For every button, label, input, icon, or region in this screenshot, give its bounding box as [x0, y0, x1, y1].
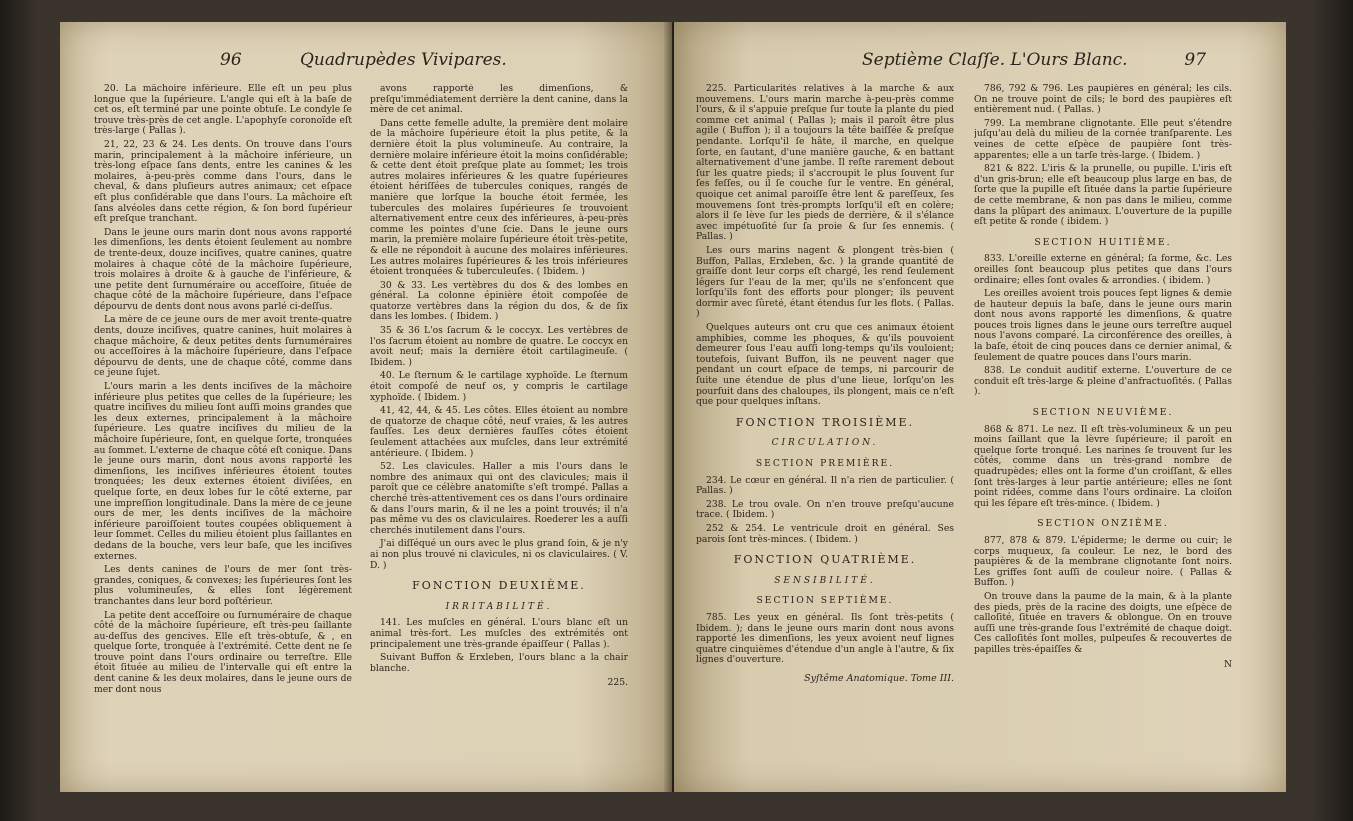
- signature-mark: N: [1223, 658, 1232, 670]
- paragraph: 234. Le cœur en général. Il n'a rien de particulier. ( Pallas. ): [696, 474, 954, 497]
- left-column-2: [370, 84, 628, 784]
- paragraph: 877, 878 & 879. L'épiderme; le derme ou cuir; le corps muqueux, ſa couleur. Le nez, le bord des paupières & de la membrane clignotante ſont noirs. Les griffes ſont auſſi de couleur noire. ( Pallas & Buffon. ): [974, 534, 1232, 589]
- section-label: SECTION ONZIÈME.: [1037, 518, 1169, 530]
- paragraph: 799. La membrane clignotante. Elle peut s'étendre juſqu'au delà du milieu de la cornée tranſparente. Les veines de cette eſpèce de paupière ſont très-apparentes; elle a un tarſe très-large. ( Ibidem. ): [974, 117, 1232, 161]
- section-label: SECTION SEPTIÈME.: [756, 595, 894, 607]
- left-page-number: 96: [220, 50, 242, 70]
- left-page: [60, 22, 672, 792]
- section-heading: FONCTION QUATRIÈME.: [733, 553, 917, 567]
- paragraph: avons rapporté les dimenſions, & preſqu'immédiatement derrière la dent canine, dans la mère de cet animal.: [370, 84, 628, 116]
- paragraph: La mère de ce jeune ours de mer avoit trente-quatre dents, douze inciſives, quatre canines, huit molaires à chaque mâchoire, & deux petites dents ſurnuméraires ou acceſſoires à la mâchoire ſupérieure, dans l'eſpace dépourvu de dents, une de chaque côté, comme dans ce jeune ſujet.: [94, 314, 352, 379]
- catchword: 225.: [607, 677, 628, 689]
- paragraph: Les ours marins nagent & plongent très-bien ( Buffon, Pallas, Erxleben, &c. ) la grande quantité de graiſſe dont leur corps eſt chargé, les rend ſeulement légers ſur l'eau de la mer, qu'ils ne s'enfoncent que lorſqu'ils font des efforts pour plonger; ils peuvent dormir avec ſûreté, étant étendus ſur les flots. ( Pallas. ): [696, 244, 954, 320]
- right-column-1: [696, 84, 954, 784]
- paragraph: Les oreilles avoient trois pouces ſept lignes & demie de hauteur depuis la baſe, dans le jeune ours marin dont nous avons rapporté les dimenſions, & quatre pouces trois lignes dans le jeune ours terreſtre auquel nous l'avons comparé. La circonférence des oreilles, à la baſe, étoit de cinq pouces dans ce dernier animal, & ſeulement de quatre pouces dans l'ours marin.: [974, 288, 1232, 363]
- paragraph: 30 & 33. Les vertèbres du dos & des lombes en général. La colonne épinière étoit compoſée de quatorze vertèbres dans la région du dos, & de ſix dans les lombes. ( Ibidem. ): [370, 279, 628, 323]
- left-column-1: [94, 84, 352, 784]
- paragraph: 252 & 254. Le ventricule droit en général. Ses parois ſont très-minces. ( Ibidem. ): [696, 522, 954, 545]
- paragraph: 41, 42, 44, & 45. Les côtes. Elles étoient au nombre de quatorze de chaque côté, neuf vraies, & les autres fauſſes. Les deux dernières fauſſes côtes étoient ſeulement attachées aux muſcles, dans leur extrémité antérieure. ( Ibidem. ): [370, 405, 628, 459]
- paragraph: 785. Les yeux en général. Ils ſont très-petits ( Ibidem. ); dans le jeune ours marin dont nous avons rapporté les dimenſions, les yeux avoient neuf lignes quatre cinquièmes d'étendue d'un angle à l'autre, & ſix lignes d'ouverture.: [696, 611, 954, 666]
- paragraph: Les dents canines de l'ours de mer ſont très-grandes, coniques, & convexes; les ſupérieures ſont les plus volumineuſes, & elles ſont légèrement tranchantes dans leur bord poſtérieur.: [94, 564, 352, 607]
- section-subheading: IRRITABILITÉ.: [445, 601, 553, 612]
- paragraph: 821 & 822. L'iris & la prunelle, ou pupille. L'iris eſt d'un gris-brun; elle eſt beaucoup plus large en bas, de ſorte que la pupille eſt ſituée dans la partie ſupérieure de cette membrane, & non pas dans le milieu, comme dans la plûpart des animaux. L'ouverture de la pupille eſt petite & ronde ( ibidem. ): [974, 163, 1232, 228]
- paragraph: 833. L'oreille externe en général; ſa forme, &c. Les oreilles ſont beaucoup plus petites que dans l'ours ordinaire; elles ſont ovales & arrondies. ( ibidem. ): [974, 253, 1232, 286]
- paragraph: J'ai diſſéqué un ours avec le plus grand ſoin, & je n'y ai non plus trouvé ni clavicules, ni os claviculaires. ( V. D. ): [370, 538, 628, 571]
- right-page: [674, 22, 1286, 792]
- paragraph: 225. Particularités relatives à la marche & aux mouvemens. L'ours marin marche à-peu-près comme l'ours, & il s'appuie preſque ſur toute la plante du pied comme cet animal ( Pallas ); mais il paroît être plus agile ( Buffon ); il a toujours la tête baiſſée & preſque pendante. Lorſqu'il ſe hâte, il marche, en quelque ſorte, en ſautant, d'une manière gauche, & en battant alternativement d'une jambe. Il reſte rarement debout ſur les quatre pieds; il s'accroupit le plus ſouvent ſur ſes feſſes, ou il ſe couche ſur le ventre. En général, quoique cet animal paroiſſe être lent & pareſſeux, ſes mouvemens ſont très-prompts lorſqu'il eſt en colère; alors il ſe lève ſur les pieds de derrière, & il s'élance avec impétuoſité ſur ſa proie & ſur ſes ennemis. ( Pallas. ): [696, 84, 954, 243]
- right-running-title: Septième Claſſe. L'Ours Blanc.: [862, 50, 1128, 70]
- section-label: SECTION NEUVIÈME.: [1032, 407, 1174, 419]
- section-subheading: CIRCULATION.: [771, 438, 879, 449]
- section-label: SECTION HUITIÈME.: [1034, 236, 1172, 248]
- paragraph: 238. Le trou ovale. On n'en trouve preſqu'aucune trace. ( Ibidem. ): [696, 498, 954, 521]
- paragraph: Quelques auteurs ont cru que ces animaux étoient amphibies, comme les phoques, & qu'ils pouvoient demeurer ſous l'eau auſſi long-temps qu'ils vouloient; toutefois, ſuivant Buffon, ils ne peuvent nager que pendant un court eſpace de temps, ni parcourir de ſuite une étendue de plus d'une lieue, lorſqu'on les pourſuit dans des chaloupes, ils plongent, mais ce n'eſt que pour quelques inſtans.: [696, 322, 954, 408]
- paragraph: 35 & 36 L'os ſacrum & le coccyx. Les vertèbres de l'os ſacrum étoient au nombre de quatre. Le coccyx en avoit neuf; mais la dernière étoit cartilagineuſe. ( Ibidem. ): [370, 325, 628, 368]
- paragraph: L'ours marin a les dents inciſives de la mâchoire inférieure plus petites que celles de la ſupérieure; les quatre inciſives du milieu ſont auſſi moins grandes que les deux externes, principalement à la mâchoire ſupérieure. Les quatre inciſives du milieu de la mâchoire ſupérieure, ſont, en quelque ſorte, tronquées au ſommet. L'externe de chaque côté eſt conique. Dans le jeune ours marin, dont nous avons rapporté les dimenſions, les inciſives inférieures étoient toutes tronquées; les deux externes étoient diviſées, en quelque ſorte, en deux lobes ſur le côté externe, par une impreſſion longitudinale. Dans la mère de ce jeune ours de mer, les dents inciſives de la mâchoire inférieure paroiſſoient toutes coupées obliquement à leur ſommet. Celles du milieu étoient plus ſaillantes en dedans de la bouche, vers leur baſe, que les inciſives externes.: [94, 381, 352, 562]
- paragraph: 868 & 871. Le nez. Il eſt très-volumineux & un peu moins ſaillant que la lèvre ſupérieure; il paroît en quelque ſorte tronqué. Les narines ſe trouvent ſur les côtés, comme dans un très-grand nombre de quadrupèdes; elles ont la forme d'un croiſſant, & elles ſont très-larges à leur partie antérieure; elles ne ſont point ridées, comme dans l'ours ordinaire. La cloiſon qui les ſépare eſt très-mince. ( Ibidem. ): [974, 423, 1232, 509]
- paragraph: 786, 792 & 796. Les paupières en général; les cils. On ne trouve point de cils; le bord des paupières eſt entièrement nud. ( Pallas. ): [974, 84, 1232, 116]
- paragraph: 52. Les clavicules. Haller a mis l'ours dans le nombre des animaux qui ont des clavicules; mais il paroît que ce célèbre anatomiſte s'eſt trompé. Pallas a cherché très-attentivement ces os dans l'ours ordinaire & dans l'ours marin, & il ne les a point trouvés; il n'a pas même vu des os claviculaires. Roederer les a auſſi cherchés inutilement dans l'ours.: [370, 461, 628, 536]
- left-running-title: Quadrupèdes Vivipares.: [300, 50, 507, 70]
- right-page-number: 97: [1184, 50, 1206, 70]
- page-footer: Syſtême Anatomique. Tome III.: [804, 672, 954, 684]
- paragraph: On trouve dans la paume de la main, & à la plante des pieds, près de la racine des doigts, une eſpèce de calloſité, ſituée en travers & oblongue. On en trouve auſſi une très-grande ſous l'extrémité de chaque doigt. Ces calloſités ſont molles, pulpeuſes & recouvertes de papilles très-épaiſſes &: [974, 590, 1232, 655]
- right-column-2: [974, 84, 1232, 784]
- section-heading: FONCTION DEUXIÈME.: [412, 579, 586, 593]
- paragraph: 141. Les muſcles en général. L'ours blanc eſt un animal très-fort. Les muſcles des extrémités ont principalement une très-grande épaiſſeur ( Pallas ).: [370, 617, 628, 650]
- paragraph: 838. Le conduit auditif externe. L'ouverture de ce conduit eſt très-large & pleine d'anfractuoſités. ( Pallas ).: [974, 365, 1232, 398]
- paragraph: 21, 22, 23 & 24. Les dents. On trouve dans l'ours marin, principalement à la mâchoire inférieure, un très-long eſpace ſans dents, entre les canines & les molaires, à-peu-près comme dans l'ours, dans le cheval, & dans pluſieurs autres animaux; cet eſpace eſt plus conſidérable que dans l'ours. La mâchoire eſt ſans alvéoles dans cette région, & ſon bord ſupérieur eſt preſque tranchant.: [94, 138, 352, 225]
- paragraph: Suivant Buffon & Erxleben, l'ours blanc a la chair blanche.: [370, 652, 628, 674]
- paragraph: La petite dent acceſſoire ou ſurnuméraire de chaque côté de la mâchoire ſupérieure, eſt très-peu ſaillante au-deſſus des gencives. Elle eſt très-obtuſe, & , en quelque ſorte, tronquée à l'extrémité. Cette dent ne ſe trouve point dans l'ours ordinaire ou terreſtre. Elle étoit ſituée au milieu de l'intervalle qui eſt entre la dent canine & les deux molaires, dans le jeune ours de mer dont nous: [94, 609, 352, 695]
- section-subheading: SENSIBILITÉ.: [774, 575, 876, 586]
- paragraph: Dans le jeune ours marin dont nous avons rapporté les dimenſions, les dents étoient ſeulement au nombre de trente-deux, douze inciſives, quatre canines, quatre molaires à chaque côté de la mâchoire ſupérieure, trois molaires à droite & à gauche de l'inférieure, & une petite dent ſurnuméraire ou acceſſoire, ſituée de chaque côté de la mâchoire ſupérieure, dans l'eſpace dépourvu de dents dont nous avons parlé ci-deſſus.: [94, 226, 352, 312]
- right-header: [692, 50, 1206, 74]
- section-label: SECTION PREMIÈRE.: [755, 458, 895, 469]
- paragraph: 40. Le ſternum & le cartilage xyphoïde. Le ſternum étoit compoſé de neuf os, y compris le cartilage xyphoïde. ( Ibidem. ): [370, 370, 628, 403]
- section-heading: FONCTION TROISIÈME.: [735, 415, 915, 429]
- paragraph: Dans cette femelle adulte, la première dent molaire de la mâchoire ſupérieure étoit la plus petite, & la dernière étoit la plus volumineuſe. Au contraire, la dernière molaire inférieure étoit la moins conſidérable; & cette dent étoit preſque plate au ſommet; les trois autres molaires inférieures & les quatre ſupérieures étoient hériſſées de tubercules coniques, rangés de manière que lorſque la bouche étoit fermée, les tubercules des molaires ſupérieures ſe trouvoient alternativement entre ceux des inférieures, à-peu-près comme les pointes d'une ſcie. Dans le jeune ours marin, la première molaire ſupérieure étoit très-petite, & elle ne répondoit à aucune des molaires inférieures. Les autres molaires ſupérieures & les trois inférieures étoient tronquées & tuberculeuſes. ( Ibidem. ): [370, 117, 628, 278]
- paragraph: 20. La mâchoire inférieure. Elle eſt un peu plus longue que la ſupérieure. L'angle qui eſt à la baſe de cet os, eſt terminé par une pointe obtuſe. Le condyle ſe trouve très-près de cet angle. L'apophyſe coronoïde eſt très-large ( Pallas ).: [94, 84, 352, 137]
- left-header: [220, 50, 642, 74]
